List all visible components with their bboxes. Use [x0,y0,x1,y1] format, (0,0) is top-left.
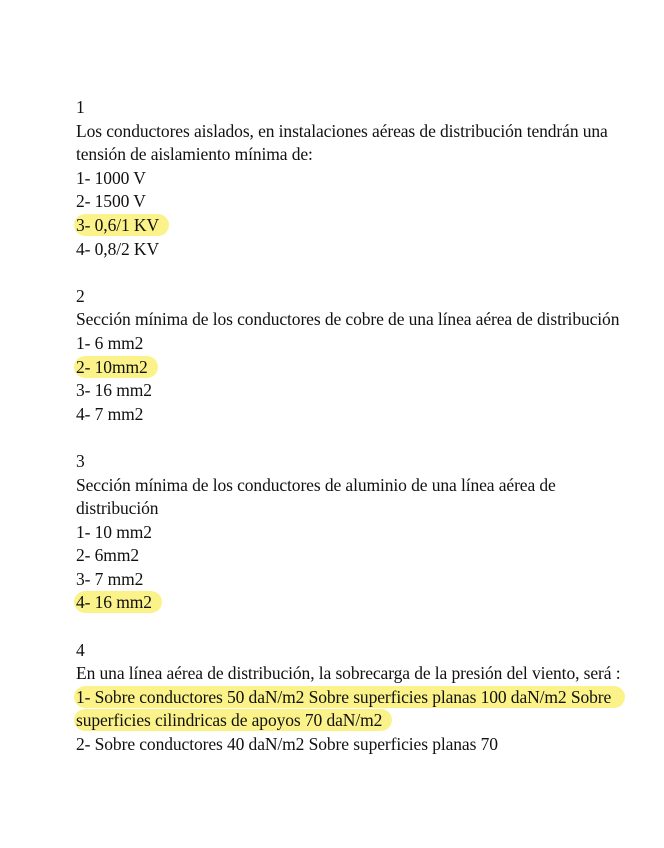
option: 3- 16 mm2 [76,380,152,401]
option: 2- Sobre conductores 40 daN/m2 Sobre superficies planas 70 [76,734,498,755]
question-number: 2 [76,285,85,306]
option: 4- 0,8/2 KV [76,238,159,259]
question-number: 4 [76,639,85,660]
option: 4- 7 mm2 [76,403,144,424]
question-3 [76,450,624,615]
answer-highlight: 3- 0,6/1 KV [74,214,169,236]
question-text: Sección mínima de los conductores de cobre de una línea aérea de distribución [76,309,620,330]
question-number: 1 [76,97,85,117]
option: 1- 10 mm2 [76,521,152,542]
option: 1- 1000 V [76,167,146,188]
option: 3- 7 mm2 [76,568,144,589]
question-1 [76,96,624,261]
option-highlighted [76,686,624,733]
option-highlighted [76,591,624,615]
question-text: Sección mínima de los conductores de aluminio de una línea aérea de distribución [76,474,561,519]
answer-highlight: 2- 10mm2 [74,356,158,378]
quiz-content [76,96,624,780]
question-2 [76,285,624,427]
option: 2- 6mm2 [76,545,139,566]
question-text: Los conductores aislados, en instalaciones aéreas de distribución tendrán una tensión de aislamiento mínima de: [76,120,612,165]
answer-highlight: 1- Sobre conductores 50 daN/m2 Sobre superficies planas 100 daN/m2 Sobre superficies cilindricas de apoyos 70 daN/m2 [74,686,625,732]
question-number: 3 [76,450,85,471]
answer-highlight: 4- 16 mm2 [74,591,162,613]
option: 1- 6 mm2 [76,332,144,353]
question-4 [76,639,624,757]
option: 2- 1500 V [76,191,146,212]
option-highlighted [76,356,624,380]
question-text: En una línea aérea de distribución, la sobrecarga de la presión del viento, será : [76,663,621,684]
option-highlighted [76,214,624,238]
